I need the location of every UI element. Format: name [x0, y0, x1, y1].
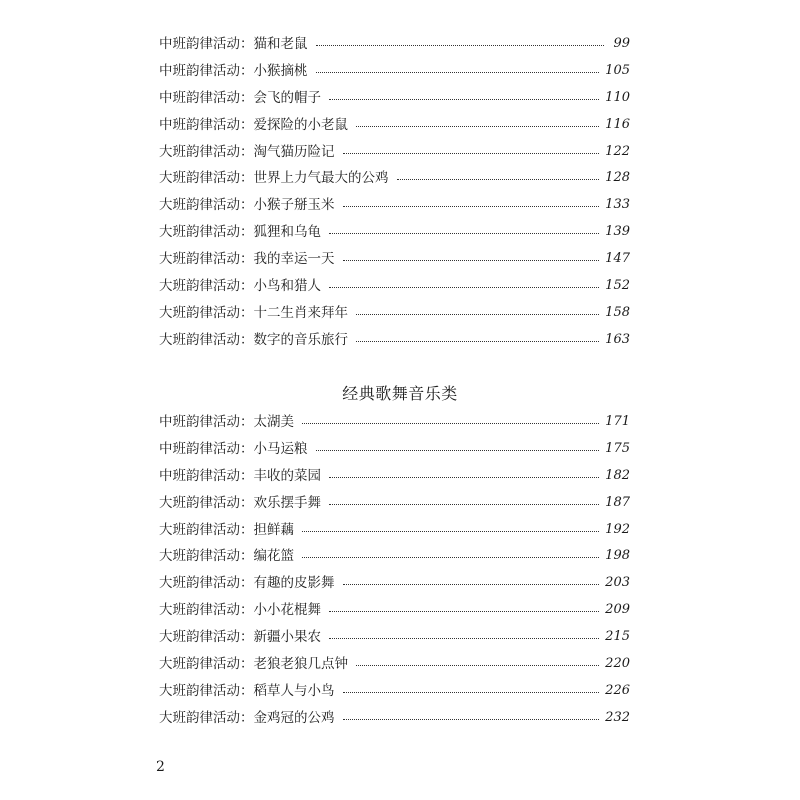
toc-entry-title: 猫和老鼠: [253, 36, 308, 52]
dot-leader: [329, 504, 599, 505]
toc-entry-page-number: 147: [605, 251, 630, 267]
toc-entry-prefix: 大班韵律活动：: [159, 197, 254, 214]
toc-entry-prefix: 中班韵律活动：: [159, 36, 254, 52]
toc-entry: [159, 705, 630, 732]
dot-leader: [329, 99, 599, 100]
toc-entry-page-number: 203: [605, 575, 630, 591]
toc-entry-prefix: 大班韵律活动：: [159, 170, 254, 187]
toc-entry-title: 小猴摘桃: [253, 62, 308, 79]
toc-entry-page-number: 171: [605, 414, 630, 429]
toc-section-2-list: [159, 409, 630, 732]
dot-leader: [343, 692, 600, 693]
toc-entry-page-number: 215: [605, 629, 630, 645]
dot-leader: [329, 638, 599, 639]
toc-entry: [159, 624, 630, 651]
toc-entry-page-number: 152: [605, 278, 630, 294]
toc-entry: [159, 327, 630, 354]
toc-entry-page-number: 175: [605, 440, 630, 456]
dot-leader: [316, 72, 600, 73]
toc-entry: [159, 139, 630, 166]
dot-leader: [356, 341, 599, 342]
dot-leader: [343, 153, 600, 154]
toc-entry-page-number: 116: [605, 116, 630, 132]
toc-entry-title: 有趣的皮影舞: [253, 575, 335, 592]
toc-entry-prefix: 大班韵律活动：: [159, 629, 254, 646]
toc-entry-title: 担鲜藕: [253, 521, 294, 538]
dot-leader: [343, 719, 600, 720]
toc-entry-page-number: 128: [605, 170, 630, 186]
toc-entry-prefix: 大班韵律活动：: [159, 331, 254, 348]
toc-entry-title: 老狼老狼几点钟: [253, 656, 348, 673]
toc-entry: [159, 651, 630, 678]
toc-entry-prefix: 中班韵律活动：: [159, 62, 254, 79]
toc-entry-title: 十二生肖来拜年: [253, 304, 348, 321]
toc-entry: [159, 570, 630, 597]
toc-entry-title: 小猴子掰玉米: [253, 197, 335, 214]
toc-entry-page-number: 133: [605, 197, 630, 213]
toc-entry-title: 新疆小果农: [253, 629, 321, 646]
dot-leader: [329, 287, 599, 288]
toc-entry-prefix: 中班韵律活动：: [159, 116, 254, 133]
toc-entry-title: 小鸟和猎人: [253, 278, 321, 295]
toc-entry-page-number: 232: [605, 709, 630, 725]
toc-entry-title: 编花篮: [253, 548, 294, 565]
toc-entry-page-number: 220: [605, 656, 630, 672]
toc-entry: [159, 597, 630, 624]
toc-entry: [159, 543, 630, 570]
dot-leader: [302, 423, 599, 424]
toc-entry-prefix: 大班韵律活动：: [159, 575, 254, 592]
toc-entry: [159, 300, 630, 327]
toc-entry-prefix: 大班韵律活动：: [159, 709, 254, 726]
toc-entry-page-number: 198: [605, 548, 630, 564]
dot-leader: [356, 665, 599, 666]
toc-entry: [159, 409, 630, 436]
toc-entry-prefix: 大班韵律活动：: [159, 602, 254, 619]
toc-entry-prefix: 大班韵律活动：: [159, 494, 254, 511]
toc-entry: [159, 463, 630, 490]
dot-leader: [356, 126, 599, 127]
dot-leader: [397, 179, 600, 180]
toc-entry-title: 数字的音乐旅行: [253, 331, 348, 348]
toc-entry-page-number: 122: [605, 143, 630, 159]
toc-entry-title: 爱探险的小老鼠: [253, 116, 348, 133]
toc-entry-prefix: 大班韵律活动：: [159, 278, 254, 295]
dot-leader: [316, 450, 600, 451]
dot-leader: [356, 314, 599, 315]
toc-entry-page-number: 158: [605, 304, 630, 320]
toc-entry: [159, 58, 630, 85]
dot-leader: [302, 557, 599, 558]
dot-leader: [316, 45, 605, 46]
toc-entry: [159, 165, 630, 192]
toc-entry-prefix: 中班韵律活动：: [159, 89, 254, 106]
toc-entry-title: 会飞的帽子: [253, 89, 321, 106]
toc-entry-page-number: 110: [605, 89, 630, 105]
toc-entry-title: 淘气猫历险记: [253, 143, 335, 160]
toc-entry-prefix: 大班韵律活动：: [159, 143, 254, 160]
toc-entry-prefix: 中班韵律活动：: [159, 440, 254, 457]
toc-entry: [159, 31, 630, 58]
toc-entry-prefix: 大班韵律活动：: [159, 656, 254, 673]
dot-leader: [343, 584, 600, 585]
dot-leader: [329, 611, 599, 612]
toc-entry-title: 我的幸运一天: [253, 251, 335, 268]
toc-entry: [159, 678, 630, 705]
toc-entry-prefix: 大班韵律活动：: [159, 224, 254, 241]
dot-leader: [329, 233, 599, 234]
dot-leader: [343, 206, 600, 207]
toc-entry-title: 丰收的菜园: [253, 467, 321, 484]
toc-entry-title: 世界上力气最大的公鸡: [253, 170, 389, 187]
toc-entry: [159, 112, 630, 139]
toc-entry-page-number: 105: [605, 62, 630, 78]
section-heading: 经典歌舞音乐类: [342, 384, 458, 403]
toc-entry-prefix: 大班韵律活动：: [159, 548, 254, 565]
toc-entry-page-number: 182: [605, 467, 630, 483]
toc-entry-page-number: 163: [605, 331, 630, 347]
toc-entry-page-number: 192: [605, 521, 630, 537]
toc-entry-prefix: 大班韵律活动：: [159, 251, 254, 268]
toc-entry-page-number: 226: [605, 682, 630, 698]
toc-entry-prefix: 中班韵律活动：: [159, 467, 254, 484]
toc-entry: [159, 517, 630, 544]
toc-entry-prefix: 大班韵律活动：: [159, 521, 254, 538]
toc-entry-title: 欢乐摆手舞: [253, 494, 321, 511]
toc-entry-prefix: 中班韵律活动：: [159, 414, 254, 430]
toc-entry-title: 稻草人与小鸟: [253, 682, 335, 699]
toc-entry-page-number: 139: [605, 224, 630, 240]
toc-entry-title: 狐狸和乌龟: [253, 224, 321, 241]
dot-leader: [329, 477, 599, 478]
toc-entry: [159, 192, 630, 219]
page-number: 2: [156, 759, 165, 775]
toc-section-1-list: [159, 31, 630, 354]
toc-entry: [159, 490, 630, 517]
toc-entry-prefix: 大班韵律活动：: [159, 682, 254, 699]
toc-entry-title: 金鸡冠的公鸡: [253, 709, 335, 726]
toc-entry: [159, 246, 630, 273]
toc-entry-page-number: 209: [605, 602, 630, 618]
toc-entry-prefix: 大班韵律活动：: [159, 304, 254, 321]
toc-entry-title: 太湖美: [253, 414, 294, 430]
toc-entry: [159, 273, 630, 300]
toc-entry-title: 小小花棍舞: [253, 602, 321, 619]
toc-entry-page-number: 99: [613, 36, 630, 51]
toc-entry-title: 小马运粮: [253, 440, 308, 457]
dot-leader: [343, 260, 600, 261]
dot-leader: [302, 531, 599, 532]
toc-entry: [159, 85, 630, 112]
toc-entry: [159, 219, 630, 246]
toc-entry: [159, 436, 630, 463]
toc-entry-page-number: 187: [605, 494, 630, 510]
